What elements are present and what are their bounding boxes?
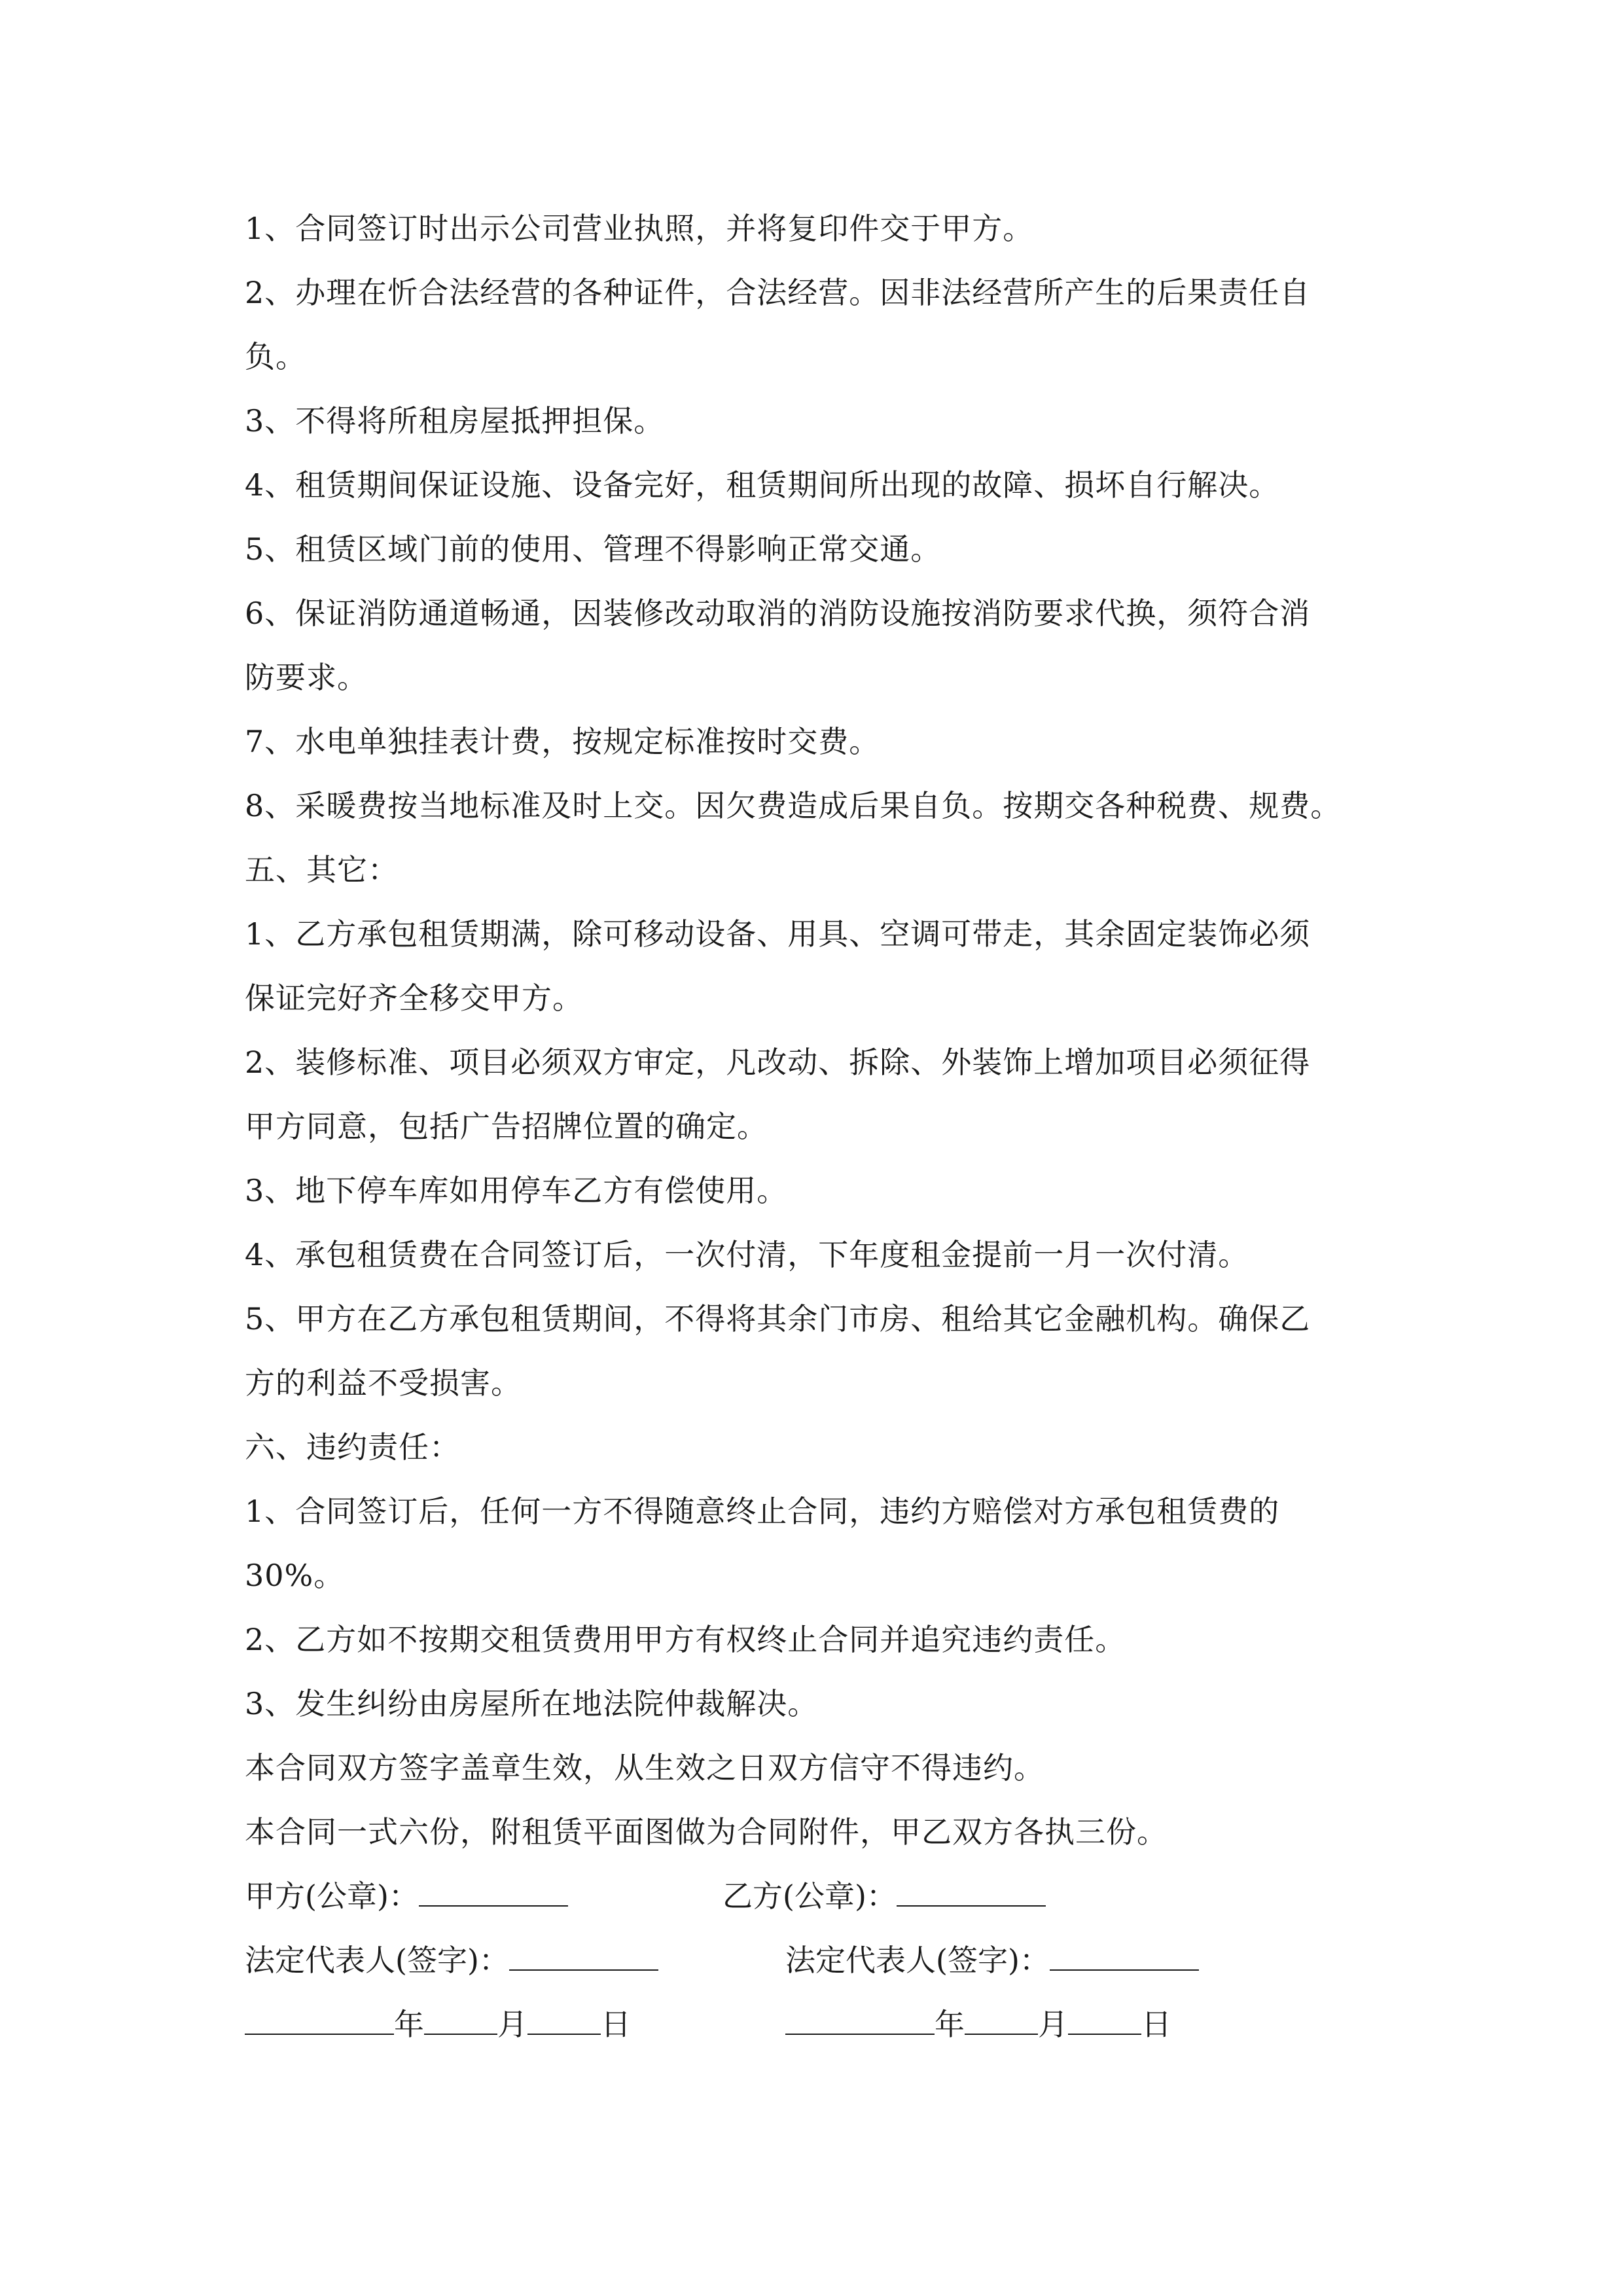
date-row [245, 1992, 1410, 2056]
month-blank [424, 1994, 497, 2035]
month-label: 月 [1038, 2007, 1068, 2042]
day-label: 日 [601, 2007, 631, 2042]
clause-line: 防要求。 [245, 660, 368, 695]
party-a-rep-blank [509, 1930, 658, 1971]
clause-line: 4、租赁期间保证设施、设备完好，租赁期间所出现的故障、损坏自行解决。 [245, 467, 1280, 503]
clause-line: 保证完好齐全移交甲方。 [245, 980, 583, 1016]
month-label: 月 [497, 2007, 527, 2042]
party-b-seal [722, 1864, 1046, 1928]
clause-line: 甲方同意，包括广告招牌位置的确定。 [245, 1109, 768, 1144]
party-b-rep-blank [1050, 1930, 1199, 1971]
day-blank [1068, 1994, 1141, 2035]
day-label: 日 [1141, 2007, 1171, 2042]
month-blank [965, 1994, 1038, 2035]
clause-line: 3、地下停车库如用停车乙方有偿使用。 [245, 1173, 788, 1208]
party-a-seal-blank [419, 1866, 568, 1907]
representative-row [245, 1928, 1410, 1992]
clause-line: 2、装修标准、项目必须双方审定，凡改动、拆除、外装饰上增加项目必须征得 [245, 1045, 1311, 1080]
clause-line: 3、不得将所租房屋抵押担保。 [245, 403, 665, 439]
party-a-representative [245, 1928, 658, 1992]
clause-line: 3、发生纠纷由房屋所在地法院仲裁解决。 [245, 1686, 819, 1721]
contract-body [245, 196, 1410, 2056]
clause-line: 8、采暖费按当地标准及时上交。因欠费造成后果自负。按期交各种税费、规费。 [245, 788, 1342, 823]
party-b-date [785, 1992, 1171, 2056]
section-heading: 五、其它： [245, 852, 399, 888]
clause-line: 负。 [245, 339, 306, 374]
party-a-rep-label: 法定代表人(签字)： [245, 1943, 509, 1978]
party-b-representative [785, 1928, 1199, 1992]
clause-line: 6、保证消防通道畅通，因装修改动取消的消防设施按消防要求代换，须符合消 [245, 596, 1311, 631]
clause-line: 30%。 [245, 1558, 345, 1593]
day-blank [527, 1994, 601, 2035]
party-a-seal [245, 1864, 568, 1928]
closing-line: 本合同一式六份，附租赁平面图做为合同附件，甲乙双方各执三份。 [245, 1814, 1168, 1850]
clause-line: 1、乙方承包租赁期满，除可移动设备、用具、空调可带走，其余固定装饰必须 [245, 916, 1311, 952]
year-blank [245, 1994, 394, 2035]
clause-line: 1、合同签订时出示公司营业执照，并将复印件交于甲方。 [245, 211, 1034, 246]
party-a-date [245, 1992, 631, 2056]
closing-line: 本合同双方签字盖章生效，从生效之日双方信守不得违约。 [245, 1750, 1044, 1785]
year-label: 年 [394, 2007, 424, 2042]
clause-line: 7、水电单独挂表计费，按规定标准按时交费。 [245, 724, 880, 759]
year-blank [785, 1994, 935, 2035]
clause-line: 2、乙方如不按期交租赁费用甲方有权终止合同并追究违约责任。 [245, 1622, 1126, 1657]
party-a-seal-label: 甲方(公章)： [245, 1878, 419, 1914]
party-b-seal-blank [897, 1866, 1046, 1907]
clause-line: 1、合同签订后，任何一方不得随意终止合同，违约方赔偿对方承包租赁费的 [245, 1494, 1280, 1529]
clause-line: 5、甲方在乙方承包租赁期间，不得将其余门市房、租给其它金融机构。确保乙 [245, 1301, 1311, 1336]
party-b-seal-label: 乙方(公章)： [722, 1878, 897, 1914]
section-heading: 六、违约责任： [245, 1429, 460, 1465]
seal-row [245, 1864, 1410, 1928]
clause-line: 4、承包租赁费在合同签订后，一次付清，下年度租金提前一月一次付清。 [245, 1237, 1249, 1272]
clause-line: 2、办理在忻合法经营的各种证件，合法经营。因非法经营所产生的后果责任自 [245, 275, 1311, 310]
clause-line: 方的利益不受损害。 [245, 1365, 522, 1401]
clause-line: 5、租赁区域门前的使用、管理不得影响正常交通。 [245, 531, 942, 567]
year-label: 年 [935, 2007, 965, 2042]
party-b-rep-label: 法定代表人(签字)： [785, 1943, 1050, 1978]
